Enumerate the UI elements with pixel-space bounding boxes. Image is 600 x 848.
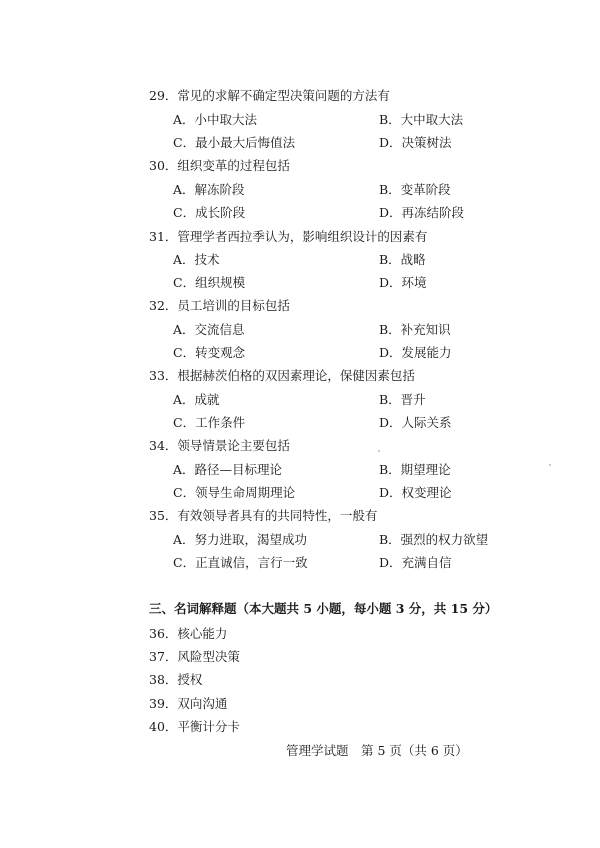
option-30-d: D．再冻结阶段 <box>379 205 465 220</box>
option-32-b: B．补充知识 <box>379 322 451 337</box>
question-32: 32．员工培训的目标包括 <box>149 298 290 313</box>
term-36: 36．核心能力 <box>149 626 228 641</box>
option-33-d: D．人际关系 <box>379 415 452 430</box>
option-32-a: A．交流信息 <box>173 322 245 337</box>
option-35-b: B．强烈的权力欲望 <box>379 532 489 547</box>
term-40: 40．平衡计分卡 <box>149 719 240 734</box>
option-31-c: C．组织规模 <box>173 275 246 290</box>
option-30-a: A．解冻阶段 <box>173 182 245 197</box>
option-29-d: D．决策树法 <box>379 135 452 150</box>
question-30: 30．组织变革的过程包括 <box>149 158 290 173</box>
option-31-d: D．环境 <box>379 275 427 290</box>
option-35-a: A．努力进取，渴望成功 <box>173 532 308 547</box>
option-33-b: B．晋升 <box>379 392 426 407</box>
term-37: 37．风险型决策 <box>149 649 240 664</box>
option-34-b: B．期望理论 <box>379 462 451 477</box>
term-39: 39．双向沟通 <box>149 696 228 711</box>
question-31: 31．管理学者西拉季认为，影响组织设计的因素有 <box>149 229 428 244</box>
question-29: 29．常见的求解不确定型决策问题的方法有 <box>149 88 390 103</box>
option-31-a: A．技术 <box>173 252 220 267</box>
option-31-b: B．战略 <box>379 252 426 267</box>
option-32-c: C．转变观念 <box>173 345 246 360</box>
option-29-c: C．最小最大后悔值法 <box>173 135 296 150</box>
option-33-a: A．成就 <box>173 392 220 407</box>
option-32-d: D．发展能力 <box>379 345 452 360</box>
question-34: 34．领导情景论主要包括 <box>149 438 290 453</box>
option-34-d: D．权变理论 <box>379 485 452 500</box>
option-34-c: C．领导生命周期理论 <box>173 485 296 500</box>
option-33-c: C．工作条件 <box>173 415 246 430</box>
option-30-b: B．变革阶段 <box>379 182 451 197</box>
page-footer: 管理学试题 第 5 页（共 6 页） <box>286 743 468 758</box>
option-30-c: C．成长阶段 <box>173 205 246 220</box>
section-heading: 三、名词解释题（本大题共 5 小题，每小题 3 分，共 15 分） <box>149 601 498 616</box>
question-35: 35．有效领导者具有的共同特性，一般有 <box>149 508 378 523</box>
option-35-c: C．正直诚信，言行一致 <box>173 555 308 570</box>
option-29-b: B．大中取大法 <box>379 112 464 127</box>
option-29-a: A．小中取大法 <box>173 112 258 127</box>
scan-speck <box>549 464 551 466</box>
term-38: 38．授权 <box>149 672 203 687</box>
option-34-a: A．路径—目标理论 <box>173 462 283 477</box>
question-33: 33．根据赫茨伯格的双因素理论，保健因素包括 <box>149 368 415 383</box>
option-35-d: D．充满自信 <box>379 555 452 570</box>
scan-speck <box>378 450 380 452</box>
